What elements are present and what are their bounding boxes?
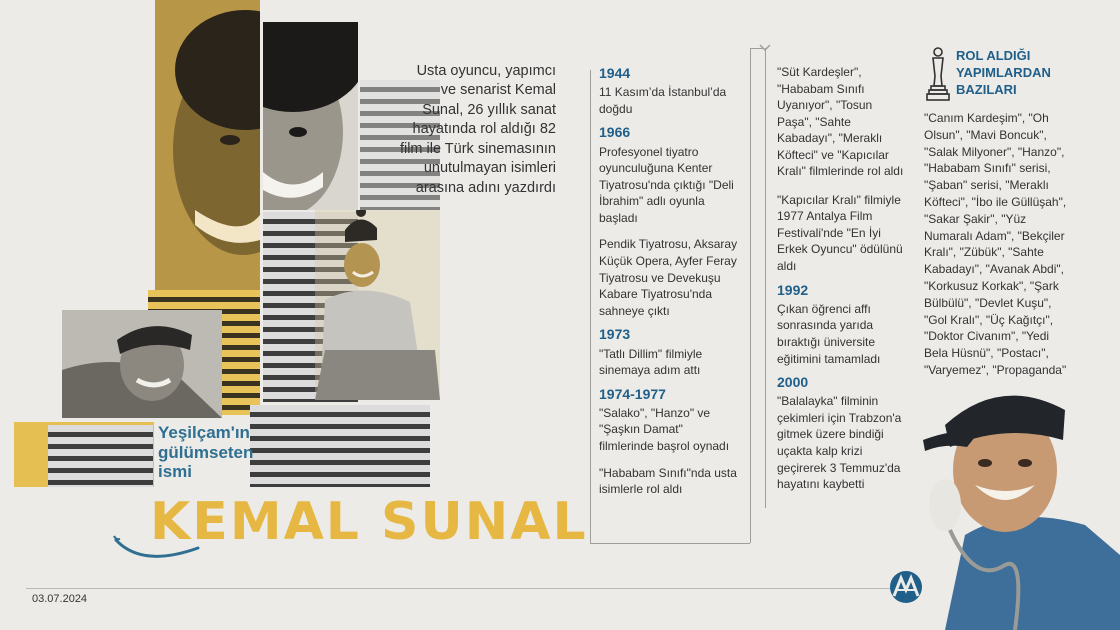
- timeline-year: 1992: [777, 281, 809, 298]
- timeline-entry: [777, 64, 907, 275]
- timeline-entry: [599, 64, 739, 117]
- timeline-text: Profesyonel tiyatro oyunculuğuna Kenter Tiyatrosu'nda çıktığı "Deli İbrahim" adlı oyunla başladı: [599, 144, 734, 225]
- timeline-text: "Süt Kardeşler", "Hababam Sınıfı Uyanıyor", "Tosun Paşa", "Sahte Kabadayı", "Meraklı Köfteci" ve "Kapıcılar Kralı" filmlerinde rol aldı: [777, 65, 904, 179]
- timeline-text: "Salako", "Hanzo" ve "Şaşkın Damat" filmlerinde başrol oynadı: [599, 405, 730, 453]
- timeline-entry: [599, 123, 739, 319]
- phone-portrait-photo: [905, 385, 1120, 630]
- striped-shirt: [48, 425, 153, 487]
- timeline-line-right-inner: [765, 48, 766, 508]
- timeline-year: 1966: [599, 124, 631, 141]
- timeline-year: 2000: [777, 374, 809, 391]
- portrait-photo-right: [263, 22, 358, 210]
- oscar-statuette-icon: [924, 46, 952, 102]
- timeline-line-right: [750, 48, 751, 543]
- timeline-column-right: [777, 64, 907, 499]
- timeline-text: 11 Kasım’da İstanbul’da doğdu: [599, 85, 727, 116]
- timeline-year: 1944: [599, 65, 631, 81]
- smile-swoosh-icon: [112, 534, 202, 566]
- timeline-connector-bottom: [590, 543, 750, 544]
- timeline-arrow-icon: [759, 44, 771, 54]
- timeline-text: "Tatlı Dillim" filmiyle sinemaya adım attı: [599, 346, 703, 378]
- timeline-line-left: [590, 70, 591, 544]
- subtitle: Yeşilçam'ın gülümseten ismi: [158, 423, 254, 482]
- timeline-year: 1974-1977: [599, 385, 666, 402]
- timeline-entry: [777, 281, 907, 368]
- timeline-year: 1973: [599, 326, 631, 343]
- timeline-entry: [599, 325, 739, 378]
- publish-date: 03.07.2024: [32, 593, 88, 605]
- roles-list: "Canım Kardeşim", "Oh Olsun", "Mavi Boncuk", "Salak Milyoner", "Hanzo", "Hababam Sınıfı" serisi, "Şaban" serisi, "Meraklı Köfteci", "İbo ile Güllüşah", "Sakar Şakir", "Yüz Numaralı Adam", "Bekçiler Kralı", "Zübük", "Sahte Kabadayı", "Avanak Abdi", "Korkusuz Korkak", "Şark Bülbülü", "Devlet Kuşu", "Gol Kralı", "Üç Kağıtçı", "Doktor Civanım", "Yedi Bela Hüsnü", "Postacı", "Varyemez", "Propaganda": [924, 111, 1067, 377]
- timeline-column-left: [599, 64, 739, 504]
- timeline-text: Çıkan öğrenci affı sonrasında yarıda bıraktığı üniversite eğitimini tamamladı: [777, 301, 881, 366]
- timeline-text: "Hababam Sınıfı"nda usta isimlerle rol aldı: [599, 465, 737, 497]
- bottom-divider: [26, 588, 904, 589]
- timeline-text: "Kapıcılar Kralı" filmiyle 1977 Antalya Film Festivali'nde "En İyi Erkek Oyuncu" ödülünü aldı: [777, 192, 903, 274]
- page-title: KEMAL SUNAL: [150, 492, 588, 552]
- sitting-figure-photo: [315, 210, 440, 400]
- intro-paragraph: Usta oyuncu, yapımcı ve senarist Kemal Sunal, 26 yıllık sanat hayatında rol aldığı 82 film ile Türk sinemasının unutulmayan isimleri arasına adını yazdırdı: [399, 63, 556, 196]
- timeline-text: "Balalayka" filminin çekimleri için Trabzon'a gitmek üzere bindiği uçakta kalp krizi geçirerek 3 Temmuz'da hayatını kaybetti: [777, 394, 902, 492]
- timeline-entry: [777, 373, 907, 493]
- roles-title: ROL ALDIĞI YAPIMLARDAN BAZILARI: [956, 48, 1051, 97]
- striped-shirt: [250, 405, 430, 487]
- timeline-entry: [599, 385, 739, 498]
- aa-logo-icon: [888, 570, 924, 604]
- portrait-photo-left: [155, 0, 260, 290]
- timeline-text: Pendik Tiyatrosu, Aksaray Küçük Opera, Ayfer Feray Tiyatrosu ve Devekuşu Kabare Tiyatrosu'nda sahneye çıktı: [599, 237, 738, 318]
- cap-portrait-photo: [62, 310, 222, 418]
